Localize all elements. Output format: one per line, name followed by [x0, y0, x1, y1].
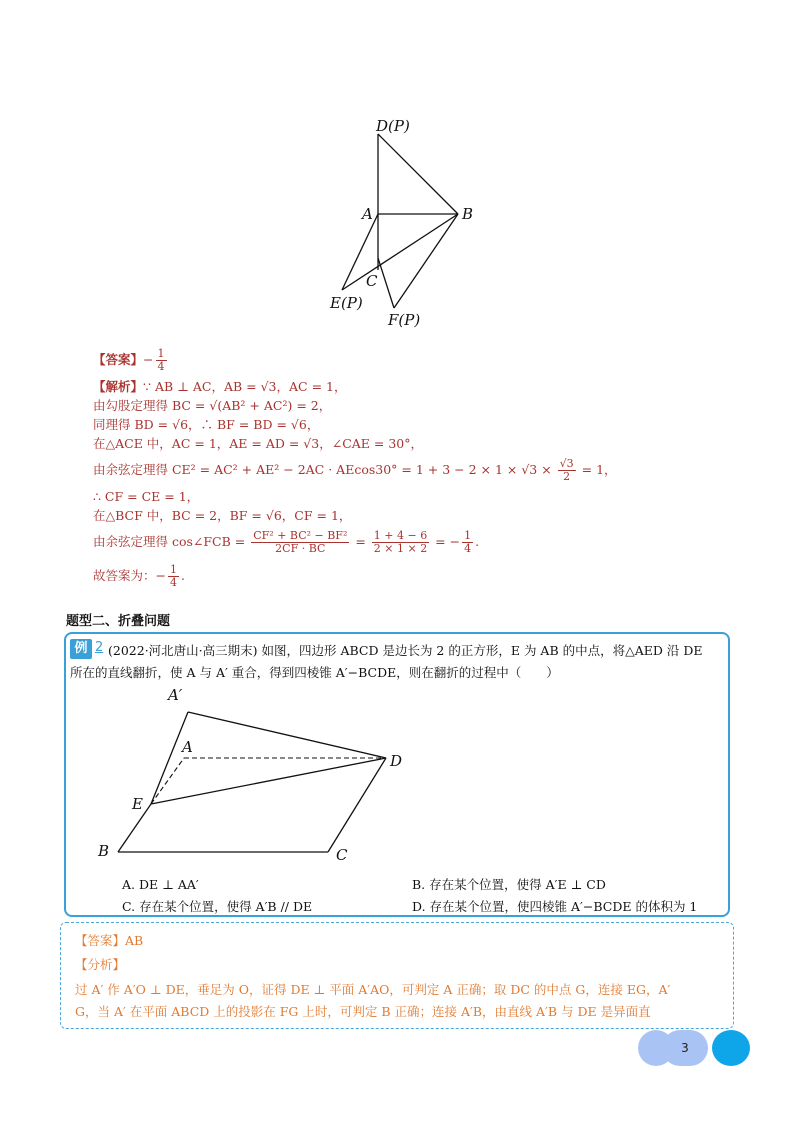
line5-num: √3 [559, 457, 574, 470]
solution-block [93, 343, 743, 593]
answer-row [93, 343, 743, 377]
answer-den: 4 [157, 360, 165, 373]
answer-line: 【答案】AB [75, 933, 144, 948]
line8-eq2: = − [431, 534, 461, 549]
analysis-row-8 [93, 525, 743, 559]
final-answer-row [93, 559, 743, 593]
line8-num-1: CF² + BC² − BF² [253, 529, 348, 542]
label-A: A [362, 205, 373, 223]
geometry-figure-1 [320, 112, 490, 334]
line8-den-1: 2CF · BC [275, 542, 326, 555]
final-prefix: 故答案为：− [93, 568, 166, 583]
section-title: 题型二、折叠问题 [66, 614, 171, 629]
line5-tail: = 1， [577, 462, 617, 477]
answer-fraction [156, 348, 167, 373]
answer-box [60, 922, 734, 1029]
question-line-2: 所在的直线翻折，使 A 与 A′ 重合，得到四棱锥 A′−BCDE，则在翻折的过程中（ ） [70, 665, 559, 680]
analysis-row-7 [93, 506, 743, 525]
edge-EA1 [151, 712, 188, 804]
analysis-row-6 [93, 487, 743, 506]
analysis-row-2 [93, 396, 743, 415]
answer-sign: − [143, 352, 154, 367]
edge-CD [328, 758, 386, 852]
label-E: E [132, 795, 143, 813]
example-number[interactable]: 2 [95, 640, 104, 655]
analysis-body [75, 979, 725, 1023]
analysis-line-7: 在△BCF 中，BC = 2，BF = √6，CF = 1， [93, 508, 352, 523]
line5-den: 2 [563, 470, 571, 483]
analysis-tag: 【解析】 [93, 379, 144, 394]
options-row-2 [122, 896, 722, 918]
label-B: B [98, 842, 110, 860]
option-d[interactable]: D. 存在某个位置，使四棱锥 A′−BCDE 的体积为 1 [412, 899, 698, 914]
label-D: D(P) [376, 117, 410, 135]
page-number: 3 [681, 1041, 689, 1055]
example-badge: 例 [70, 639, 92, 659]
line8-num-3: 1 [464, 529, 472, 542]
answer-tag: 【答案】 [93, 352, 144, 367]
analysis-line-6: ∴ CF = CE = 1， [93, 489, 200, 504]
analysis-row-5 [93, 453, 743, 487]
edge-EA-dashed [151, 758, 184, 804]
edge-CF [378, 258, 394, 308]
line8-eq: = [351, 534, 370, 549]
final-num: 1 [169, 563, 177, 576]
line8-den-3: 4 [464, 542, 472, 555]
line8-fraction-1 [251, 530, 349, 555]
option-c[interactable]: C. 存在某个位置，使得 A′B // DE [122, 899, 313, 914]
line8-fraction-3 [462, 530, 473, 555]
analysis-line-2: 由勾股定理得 BC = √(AB² + AC²) = 2， [93, 398, 332, 413]
line8-fraction-2 [372, 530, 429, 555]
option-a[interactable]: A. DE ⊥ AA′ [122, 877, 199, 892]
analysis-body-line-1: 过 A′ 作 A′O ⊥ DE，垂足为 O，证得 DE ⊥ 平面 A′AO，可判定 A 正确；取 DC 的中点 G，连接 EG，A′ [75, 982, 671, 997]
option-b[interactable]: B. 存在某个位置，使得 A′E ⊥ CD [412, 877, 606, 892]
label-E: E(P) [330, 294, 363, 312]
options-row-1 [122, 874, 722, 896]
label-B: B [462, 205, 474, 223]
final-den: 4 [169, 576, 177, 589]
analysis-line-3: 同理得 BD = √6，∴ BF = BD = √6， [93, 417, 320, 432]
line8-tail: . [475, 534, 480, 549]
final-fraction [168, 564, 179, 589]
question-line-1: (2022·河北唐山·高三期末) 如图，四边形 ABCD 是边长为 2 的正方形，E 为 AB 的中点，将△AED 沿 DE [108, 643, 703, 658]
edge-DB [378, 134, 458, 214]
edge-FB [394, 214, 458, 308]
line8-num-2: 1 + 4 − 6 [373, 529, 428, 542]
analysis-line-4: 在△ACE 中，AC = 1，AE = AD = √3，∠CAE = 30°， [93, 436, 423, 451]
analysis-body-line-2: G，当 A′ 在平面 ABCD 上的投影在 FG 上时，可判定 B 正确；连接 A′B，由直线 A′B 与 DE 是异面直 [75, 1004, 651, 1019]
label-D: D [390, 752, 403, 770]
label-C: C [336, 846, 348, 862]
label-F: F(P) [388, 311, 421, 329]
edge-A1D [188, 712, 386, 758]
options [122, 874, 722, 918]
analysis-tag-2: 【分析】 [75, 957, 126, 972]
label-A-prime: A′ [168, 686, 183, 704]
example-box [64, 632, 730, 917]
label-A: A [182, 738, 193, 756]
analysis-row-1 [93, 377, 743, 396]
geometry-figure-2 [96, 682, 416, 862]
analysis-line-5: 由余弦定理得 CE² = AC² + AE² − 2AC · AEcos30° = 1 + 3 − 2 × 1 × √3 × [93, 462, 556, 477]
analysis-line-8: 由余弦定理得 cos∠FCB = [93, 534, 250, 549]
analysis-row-4 [93, 434, 743, 453]
analysis-row-3 [93, 415, 743, 434]
page-number-decoration-right [712, 1030, 750, 1066]
example-question [70, 640, 726, 684]
analysis-line-1: ∵ AB ⊥ AC，AB = √3，AC = 1， [143, 379, 347, 394]
answer-num: 1 [157, 347, 165, 360]
label-C: C [366, 272, 378, 290]
line5-fraction [558, 458, 576, 483]
edge-ED [151, 758, 386, 804]
line8-den-2: 2 × 1 × 2 [373, 542, 428, 555]
final-tail: . [180, 568, 185, 583]
